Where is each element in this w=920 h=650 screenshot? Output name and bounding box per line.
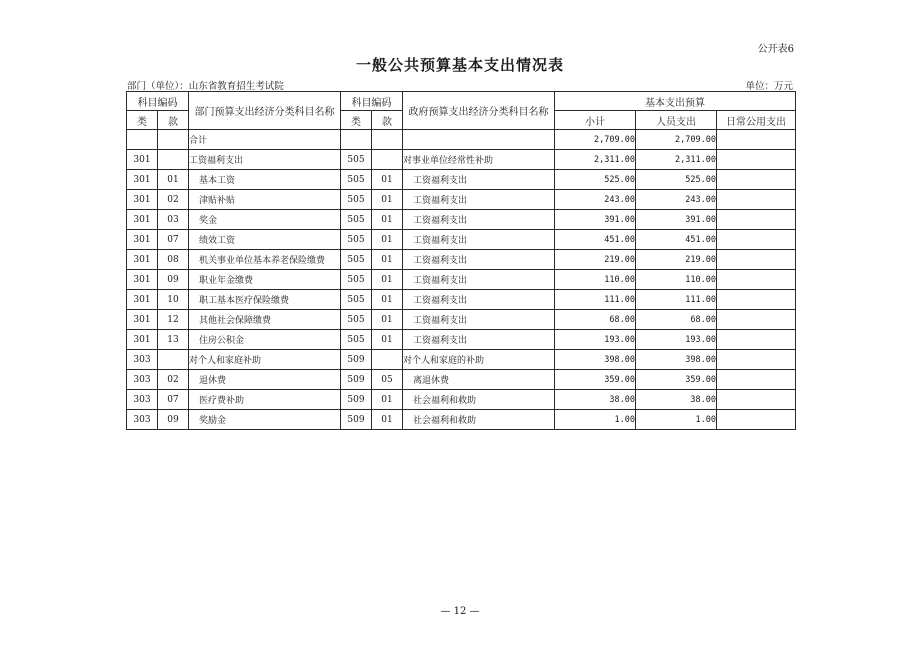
personnel-cell: 111.00 xyxy=(636,290,717,310)
dept-name-cell: 机关事业单位基本养老保险缴费 xyxy=(189,250,341,270)
public-expense-cell xyxy=(717,250,796,270)
dept-lei-cell: 303 xyxy=(127,390,158,410)
dept-name-cell: 医疗费补助 xyxy=(189,390,341,410)
dept-kuan-cell: 08 xyxy=(158,250,189,270)
table-row xyxy=(127,230,796,250)
dept-kuan-cell: 02 xyxy=(158,370,189,390)
dept-kuan-cell: 07 xyxy=(158,390,189,410)
dept-lei-cell xyxy=(127,130,158,150)
personnel-cell: 359.00 xyxy=(636,370,717,390)
personnel-cell: 243.00 xyxy=(636,190,717,210)
public-expense-cell xyxy=(717,310,796,330)
gov-lei-cell xyxy=(341,130,372,150)
gov-kuan-cell: 01 xyxy=(372,170,403,190)
gov-lei-cell: 509 xyxy=(341,350,372,370)
gov-name-cell: 工资福利支出 xyxy=(403,170,555,190)
public-expense-cell xyxy=(717,210,796,230)
gov-lei-cell: 505 xyxy=(341,290,372,310)
table-row xyxy=(127,270,796,290)
subtotal-cell: 2,311.00 xyxy=(555,150,636,170)
dept-lei-cell: 301 xyxy=(127,210,158,230)
gov-lei-cell: 509 xyxy=(341,390,372,410)
dept-name-cell: 职工基本医疗保险缴费 xyxy=(189,290,341,310)
dept-kuan-cell xyxy=(158,150,189,170)
public-expense-cell xyxy=(717,390,796,410)
page-number: — 12 — xyxy=(440,606,480,617)
gov-name-header: 政府预算支出经济分类科目名称 xyxy=(403,92,555,130)
dept-name-cell: 津贴补贴 xyxy=(189,190,341,210)
gov-lei-cell: 505 xyxy=(341,230,372,250)
public-expense-header: 日常公用支出 xyxy=(717,111,796,130)
gov-lei-cell: 505 xyxy=(341,330,372,350)
table-row xyxy=(127,310,796,330)
gov-lei-cell: 505 xyxy=(341,250,372,270)
gov-lei-cell: 505 xyxy=(341,210,372,230)
gov-name-cell: 离退休费 xyxy=(403,370,555,390)
public-expense-cell xyxy=(717,410,796,430)
dept-name-header: 部门预算支出经济分类科目名称 xyxy=(189,92,341,130)
dept-kuan-cell xyxy=(158,350,189,370)
dept-name-cell: 基本工资 xyxy=(189,170,341,190)
personnel-cell: 193.00 xyxy=(636,330,717,350)
subtotal-cell: 451.00 xyxy=(555,230,636,250)
table-row xyxy=(127,190,796,210)
dept-lei-cell: 301 xyxy=(127,190,158,210)
dept-lei-cell: 303 xyxy=(127,370,158,390)
dept-lei-cell: 301 xyxy=(127,330,158,350)
gov-lei-cell: 505 xyxy=(341,190,372,210)
dept-kuan-header: 款 xyxy=(158,111,189,130)
dept-kuan-cell: 07 xyxy=(158,230,189,250)
public-expense-cell xyxy=(717,290,796,310)
gov-kuan-cell: 01 xyxy=(372,270,403,290)
dept-code-group-header: 科目编码 xyxy=(127,92,189,111)
dept-lei-header: 类 xyxy=(127,111,158,130)
gov-kuan-cell xyxy=(372,130,403,150)
dept-name-cell: 职业年金缴费 xyxy=(189,270,341,290)
dept-lei-cell: 303 xyxy=(127,350,158,370)
gov-kuan-cell: 01 xyxy=(372,210,403,230)
subtotal-header: 小计 xyxy=(555,111,636,130)
gov-name-cell xyxy=(403,130,555,150)
gov-kuan-cell xyxy=(372,150,403,170)
dept-lei-cell: 301 xyxy=(127,290,158,310)
gov-kuan-cell: 01 xyxy=(372,310,403,330)
table-row xyxy=(127,390,796,410)
subtotal-cell: 2,709.00 xyxy=(555,130,636,150)
public-expense-cell xyxy=(717,350,796,370)
subtotal-cell: 68.00 xyxy=(555,310,636,330)
table-row xyxy=(127,150,796,170)
personnel-cell: 525.00 xyxy=(636,170,717,190)
personnel-cell: 38.00 xyxy=(636,390,717,410)
personnel-cell: 391.00 xyxy=(636,210,717,230)
dept-name-cell: 其他社会保障缴费 xyxy=(189,310,341,330)
gov-kuan-cell xyxy=(372,350,403,370)
gov-name-cell: 工资福利支出 xyxy=(403,270,555,290)
subtotal-cell: 110.00 xyxy=(555,270,636,290)
gov-kuan-cell: 01 xyxy=(372,250,403,270)
gov-kuan-cell: 01 xyxy=(372,410,403,430)
gov-lei-cell: 505 xyxy=(341,170,372,190)
department-label: 部门（单位）：山东省教育招生考试院 xyxy=(127,81,284,92)
personnel-header: 人员支出 xyxy=(636,111,717,130)
gov-kuan-cell: 01 xyxy=(372,390,403,410)
subtotal-cell: 111.00 xyxy=(555,290,636,310)
gov-name-cell: 社会福利和救助 xyxy=(403,410,555,430)
subtotal-cell: 1.00 xyxy=(555,410,636,430)
personnel-cell: 2,311.00 xyxy=(636,150,717,170)
dept-name-cell: 住房公积金 xyxy=(189,330,341,350)
personnel-cell: 1.00 xyxy=(636,410,717,430)
table-row xyxy=(127,170,796,190)
gov-code-group-header: 科目编码 xyxy=(341,92,403,111)
table-row xyxy=(127,370,796,390)
table-row xyxy=(127,250,796,270)
dept-lei-cell: 301 xyxy=(127,310,158,330)
gov-name-cell: 工资福利支出 xyxy=(403,190,555,210)
table-row xyxy=(127,350,796,370)
dept-lei-cell: 301 xyxy=(127,170,158,190)
gov-name-cell: 工资福利支出 xyxy=(403,230,555,250)
public-expense-cell xyxy=(717,190,796,210)
gov-name-cell: 工资福利支出 xyxy=(403,310,555,330)
gov-kuan-cell: 01 xyxy=(372,190,403,210)
gov-lei-cell: 505 xyxy=(341,310,372,330)
dept-kuan-cell: 02 xyxy=(158,190,189,210)
dept-name-cell: 对个人和家庭补助 xyxy=(189,350,341,370)
personnel-cell: 219.00 xyxy=(636,250,717,270)
subtotal-cell: 193.00 xyxy=(555,330,636,350)
gov-lei-cell: 505 xyxy=(341,270,372,290)
basic-expenditure-header: 基本支出预算 xyxy=(555,92,796,111)
public-expense-cell xyxy=(717,270,796,290)
page-title: 一般公共预算基本支出情况表 xyxy=(355,56,564,74)
subtotal-cell: 525.00 xyxy=(555,170,636,190)
gov-name-cell: 对事业单位经常性补助 xyxy=(403,150,555,170)
public-expense-cell xyxy=(717,170,796,190)
public-expense-cell xyxy=(717,150,796,170)
subtotal-cell: 38.00 xyxy=(555,390,636,410)
dept-name-cell: 合计 xyxy=(189,130,341,150)
table-row xyxy=(127,210,796,230)
personnel-cell: 451.00 xyxy=(636,230,717,250)
dept-kuan-cell: 12 xyxy=(158,310,189,330)
subtotal-cell: 219.00 xyxy=(555,250,636,270)
gov-lei-cell: 509 xyxy=(341,410,372,430)
dept-lei-cell: 301 xyxy=(127,270,158,290)
dept-name-cell: 奖励金 xyxy=(189,410,341,430)
gov-name-cell: 工资福利支出 xyxy=(403,290,555,310)
gov-kuan-header: 款 xyxy=(372,111,403,130)
dept-kuan-cell: 01 xyxy=(158,170,189,190)
personnel-cell: 2,709.00 xyxy=(636,130,717,150)
gov-name-cell: 工资福利支出 xyxy=(403,330,555,350)
personnel-cell: 110.00 xyxy=(636,270,717,290)
subtotal-cell: 243.00 xyxy=(555,190,636,210)
table-row xyxy=(127,330,796,350)
header-row-1 xyxy=(127,92,796,111)
gov-name-cell: 对个人和家庭的补助 xyxy=(403,350,555,370)
personnel-cell: 398.00 xyxy=(636,350,717,370)
gov-name-cell: 工资福利支出 xyxy=(403,210,555,230)
subtotal-cell: 359.00 xyxy=(555,370,636,390)
gov-name-cell: 工资福利支出 xyxy=(403,250,555,270)
gov-lei-cell: 505 xyxy=(341,150,372,170)
budget-table xyxy=(126,91,796,430)
dept-kuan-cell xyxy=(158,130,189,150)
dept-name-cell: 退休费 xyxy=(189,370,341,390)
gov-kuan-cell: 05 xyxy=(372,370,403,390)
gov-lei-cell: 509 xyxy=(341,370,372,390)
public-expense-cell xyxy=(717,230,796,250)
table-row xyxy=(127,410,796,430)
public-expense-cell xyxy=(717,370,796,390)
dept-lei-cell: 301 xyxy=(127,250,158,270)
dept-name-cell: 工资福利支出 xyxy=(189,150,341,170)
dept-lei-cell: 301 xyxy=(127,150,158,170)
form-number: 公开表6 xyxy=(757,44,794,55)
dept-lei-cell: 303 xyxy=(127,410,158,430)
gov-lei-header: 类 xyxy=(341,111,372,130)
dept-kuan-cell: 10 xyxy=(158,290,189,310)
dept-kuan-cell: 03 xyxy=(158,210,189,230)
dept-kuan-cell: 09 xyxy=(158,270,189,290)
subtotal-cell: 391.00 xyxy=(555,210,636,230)
public-expense-cell xyxy=(717,330,796,350)
dept-lei-cell: 301 xyxy=(127,230,158,250)
gov-kuan-cell: 01 xyxy=(372,230,403,250)
subtotal-cell: 398.00 xyxy=(555,350,636,370)
gov-kuan-cell: 01 xyxy=(372,290,403,310)
public-expense-cell xyxy=(717,130,796,150)
table-row xyxy=(127,290,796,310)
dept-name-cell: 绩效工资 xyxy=(189,230,341,250)
gov-kuan-cell: 01 xyxy=(372,330,403,350)
personnel-cell: 68.00 xyxy=(636,310,717,330)
gov-name-cell: 社会福利和救助 xyxy=(403,390,555,410)
table-row xyxy=(127,130,796,150)
dept-kuan-cell: 09 xyxy=(158,410,189,430)
dept-kuan-cell: 13 xyxy=(158,330,189,350)
unit-label: 单位：万元 xyxy=(745,81,793,92)
dept-name-cell: 奖金 xyxy=(189,210,341,230)
